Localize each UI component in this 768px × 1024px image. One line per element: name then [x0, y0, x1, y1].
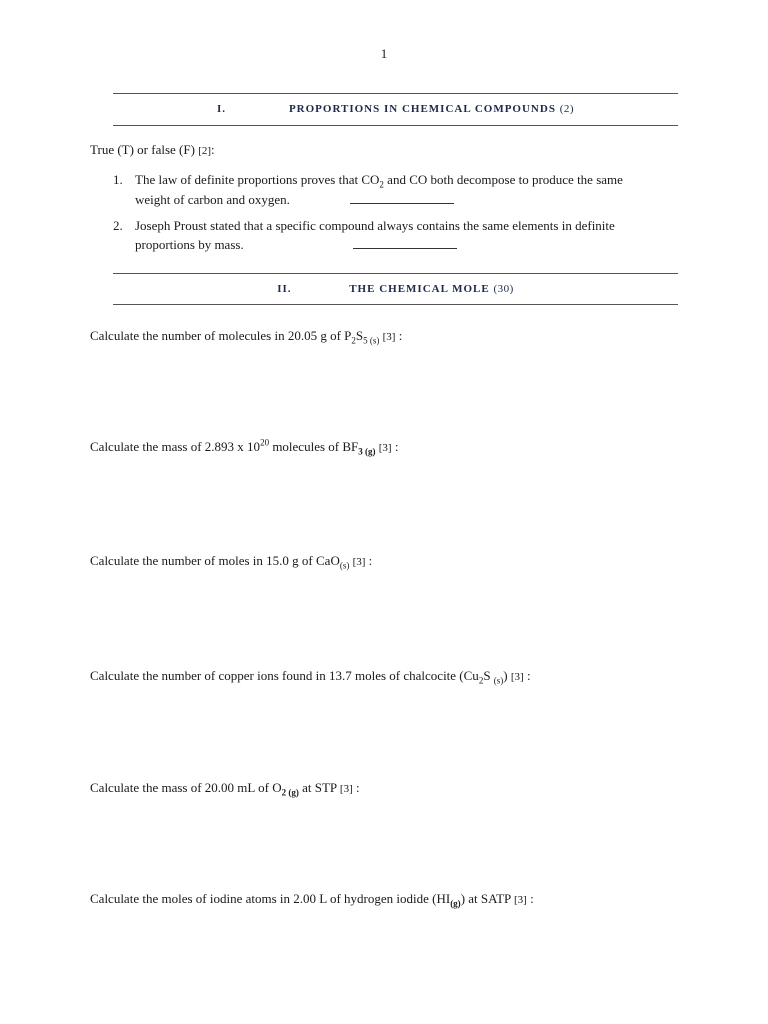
q2-colon: :: [391, 439, 399, 454]
q4-text-a: Calculate the number of copper ions found in 13.7 moles of chalcocite (Cu: [90, 668, 479, 683]
q4-text-b: S: [483, 668, 494, 683]
section1-points: (2): [559, 103, 575, 115]
q1-text-b: S: [355, 328, 364, 343]
question-2: [90, 439, 398, 455]
tf-item-1-sub: 2: [379, 179, 384, 190]
q6-text-a: Calculate the moles of iodine atoms in 2.00 L of hydrogen iodide (HI: [90, 891, 451, 906]
section1-bottom-rule: [113, 125, 678, 126]
q2-sup: 20: [260, 437, 270, 448]
q1-text-a: Calculate the number of molecules in 20.05 g of P: [90, 328, 352, 343]
q5-colon: :: [352, 780, 360, 795]
q3-mark: [3]: [352, 556, 366, 568]
question-1: [90, 328, 402, 344]
q5-text-a: Calculate the mass of 20.00 mL of O: [90, 780, 282, 795]
tf-item-1-text-a: The law of definite proportions proves that CO: [135, 172, 380, 187]
section1-title: PROPORTIONS IN CHEMICAL COMPOUNDS: [288, 103, 556, 115]
tf-item-1-text-b: and CO both decompose to produce the same: [383, 172, 623, 187]
q2-mark: [3]: [378, 442, 392, 454]
tf-item-2-text-a: Joseph Proust stated that a specific compound always contains the same elements in definite: [135, 218, 615, 233]
q2-sub: 3 (g): [358, 446, 376, 457]
tf-item-1-answer-blank[interactable]: [350, 202, 454, 204]
question-3: [90, 553, 372, 569]
instruction-colon: :: [211, 142, 215, 157]
q1-sub-2: 5 (s): [363, 335, 380, 346]
tf-item-2: [113, 218, 615, 234]
section1-instruction: [90, 142, 215, 158]
q6-text-b: ) at SATP: [460, 891, 511, 906]
q4-mark: [3]: [510, 671, 524, 683]
q3-colon: :: [365, 553, 373, 568]
section2-numeral: II.: [277, 283, 292, 295]
tf-item-1: [113, 172, 623, 188]
q4-sub-1: 2: [478, 675, 484, 686]
q5-sub: 2 (g): [281, 787, 299, 798]
question-6: [90, 891, 534, 907]
q6-sub: (g): [450, 898, 461, 909]
section2-bottom-rule: [113, 304, 678, 305]
tf-item-1-number: 1.: [113, 172, 123, 187]
section2-title: THE CHEMICAL MOLE: [349, 283, 490, 295]
section2-points: (30): [493, 283, 514, 295]
section2-top-rule: [113, 273, 678, 274]
q4-text-c: ): [503, 668, 508, 683]
q1-colon: :: [395, 328, 403, 343]
q6-mark: [3]: [514, 894, 527, 906]
q1-sub-1: 2: [351, 335, 356, 346]
q2-text-a: Calculate the mass of 2.893 x 10: [90, 439, 261, 454]
page-number: 1: [380, 46, 388, 61]
section1-heading: [113, 103, 678, 115]
section1-top-rule: [113, 93, 678, 94]
tf-item-2-text-b: proportions by mass.: [135, 237, 244, 252]
q6-colon: :: [526, 891, 534, 906]
q5-text-b: at STP: [298, 780, 337, 795]
q2-text-b: molecules of BF: [269, 439, 359, 454]
section2-heading: [113, 283, 678, 295]
q3-text-a: Calculate the number of moles in 15.0 g of CaO: [90, 553, 340, 568]
q4-colon: :: [523, 668, 531, 683]
section1-numeral: I.: [216, 103, 226, 115]
tf-item-2-line2: [135, 237, 457, 253]
instruction-text: True (T) or false (F): [90, 142, 195, 157]
q4-sub-2: (s): [493, 675, 504, 686]
tf-item-1-text-c: weight of carbon and oxygen.: [135, 192, 290, 207]
q5-mark: [3]: [339, 783, 353, 795]
question-5: [90, 780, 360, 796]
tf-item-2-number: 2.: [113, 218, 123, 233]
q1-mark: [3]: [382, 331, 396, 343]
instruction-mark: [2]: [198, 145, 212, 157]
question-4: [90, 668, 531, 684]
tf-item-1-line2: [135, 192, 454, 208]
tf-item-2-answer-blank[interactable]: [353, 247, 457, 249]
q3-sub: (s): [339, 560, 350, 571]
